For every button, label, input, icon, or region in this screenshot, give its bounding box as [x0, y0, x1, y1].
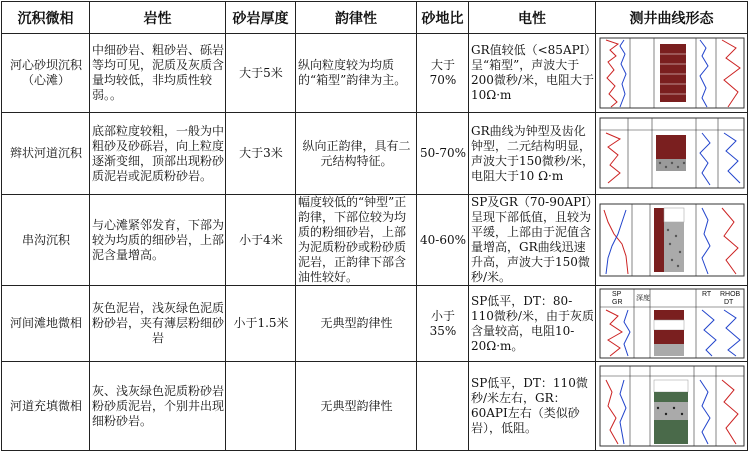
log-label-rhob: RHOB [720, 291, 741, 298]
log-shape-cell [596, 195, 748, 286]
lithology-cell: 底部粒度较粗，一般为中粗砂及砂砾岩，向上粒度逐渐变细，顶部出现粉砂质泥岩或泥质粉砂岩。 [90, 113, 226, 195]
header-sand-ratio: 砂地比 [417, 2, 469, 34]
facies-cell: 河心砂坝沉积（心滩） [2, 34, 90, 113]
well-log-image [596, 200, 748, 280]
log-label-rt: RT [702, 291, 712, 298]
rhythm-cell: 纵向正韵律，具有二元结构特征。 [296, 113, 417, 195]
sand-ratio-cell: 大于70% [417, 34, 469, 113]
log-shape-cell [596, 34, 748, 113]
log-shape-cell [596, 113, 748, 195]
header-lithology: 岩性 [90, 2, 226, 34]
electrical-cell: GR曲线为钟型及齿化钟型，二元结构明显，声波大于150微秒/米，电阻大于10 Ω·m [469, 113, 596, 195]
lithology-cell: 灰、浅灰绿色泥质粉砂岩粉砂质泥岩，个别井出现细粉砂岩。 [90, 362, 226, 451]
log-label-depth: 深度 [636, 295, 650, 302]
electrical-cell: GR值较低（<85API）呈“箱型”，声波大于200微秒/米，电阻大于10Ω·m [469, 34, 596, 113]
rhythm-cell: 无典型韵律性 [296, 286, 417, 362]
header-rhythm: 韵律性 [296, 2, 417, 34]
header-facies: 沉积微相 [2, 2, 90, 34]
lithology-cell: 与心滩紧邻发育，下部为较为均质的细砂岩，上部泥含量增高。 [90, 195, 226, 286]
facies-table [1, 1, 748, 451]
facies-cell: 串沟沉积 [2, 195, 90, 286]
rhythm-cell: 纵向粒度较为均质的“箱型”韵律为主。 [296, 34, 417, 113]
electrical-cell: SP低平，DT：80-110微秒/米，由于灰质含量较高，电阻10-20Ω·m。 [469, 286, 596, 362]
sand-ratio-cell: 40-60% [417, 195, 469, 286]
table-row [2, 362, 748, 451]
facies-cell: 河间滩地微相 [2, 286, 90, 362]
thickness-cell: 大于5米 [226, 34, 296, 113]
table-row [2, 113, 748, 195]
log-label-sp: SP [612, 291, 622, 298]
rhythm-cell: 幅度较低的“钟型”正韵律，下部位较为均质的粉细砂岩，上部为泥质粉砂或粉砂质泥岩，正韵律下部含油性较好。 [296, 195, 417, 286]
log-shape-cell [596, 362, 748, 451]
header-electrical: 电性 [469, 2, 596, 34]
table-row [2, 195, 748, 286]
header-thickness: 砂岩厚度 [226, 2, 296, 34]
thickness-cell: 小于1.5米 [226, 286, 296, 362]
table-row [2, 286, 748, 362]
electrical-cell: SP低平，DT：110微秒/米左右，GR：60API左右（类似砂岩），低阻。 [469, 362, 596, 451]
lithology-cell: 灰色泥岩，浅灰绿色泥质粉砂岩，夹有薄层粉细砂岩 [90, 286, 226, 362]
table-row [2, 34, 748, 113]
well-log-image [596, 113, 748, 194]
header-log-shape: 测井曲线形态 [596, 2, 748, 34]
rhythm-cell: 无典型韵律性 [296, 362, 417, 451]
header-row [2, 2, 748, 34]
sand-ratio-cell: 50-70% [417, 113, 469, 195]
sand-ratio-cell: 小于35% [417, 286, 469, 362]
sand-ratio-cell [417, 362, 469, 451]
log-label-gr: GR [612, 299, 623, 306]
well-log-image [596, 286, 748, 361]
facies-cell: 辫状河道沉积 [2, 113, 90, 195]
electrical-cell: SP及GR（70-90API）呈现下部低值，且较为平缓，上部由于泥值含量增高，GR曲线迅速升高，声波大于150微秒/米。 [469, 195, 596, 286]
thickness-cell: 大于3米 [226, 113, 296, 195]
log-shape-cell [596, 286, 748, 362]
lithology-cell: 中细砂岩、粗砂岩、砾岩等均可见，泥质及灰质含量均较低，非均质性较弱。。 [90, 34, 226, 113]
log-label-dt: DT [724, 299, 734, 306]
facies-cell: 河道充填微相 [2, 362, 90, 451]
well-log-image [596, 34, 748, 112]
thickness-cell: 小于4米 [226, 195, 296, 286]
thickness-cell [226, 362, 296, 451]
